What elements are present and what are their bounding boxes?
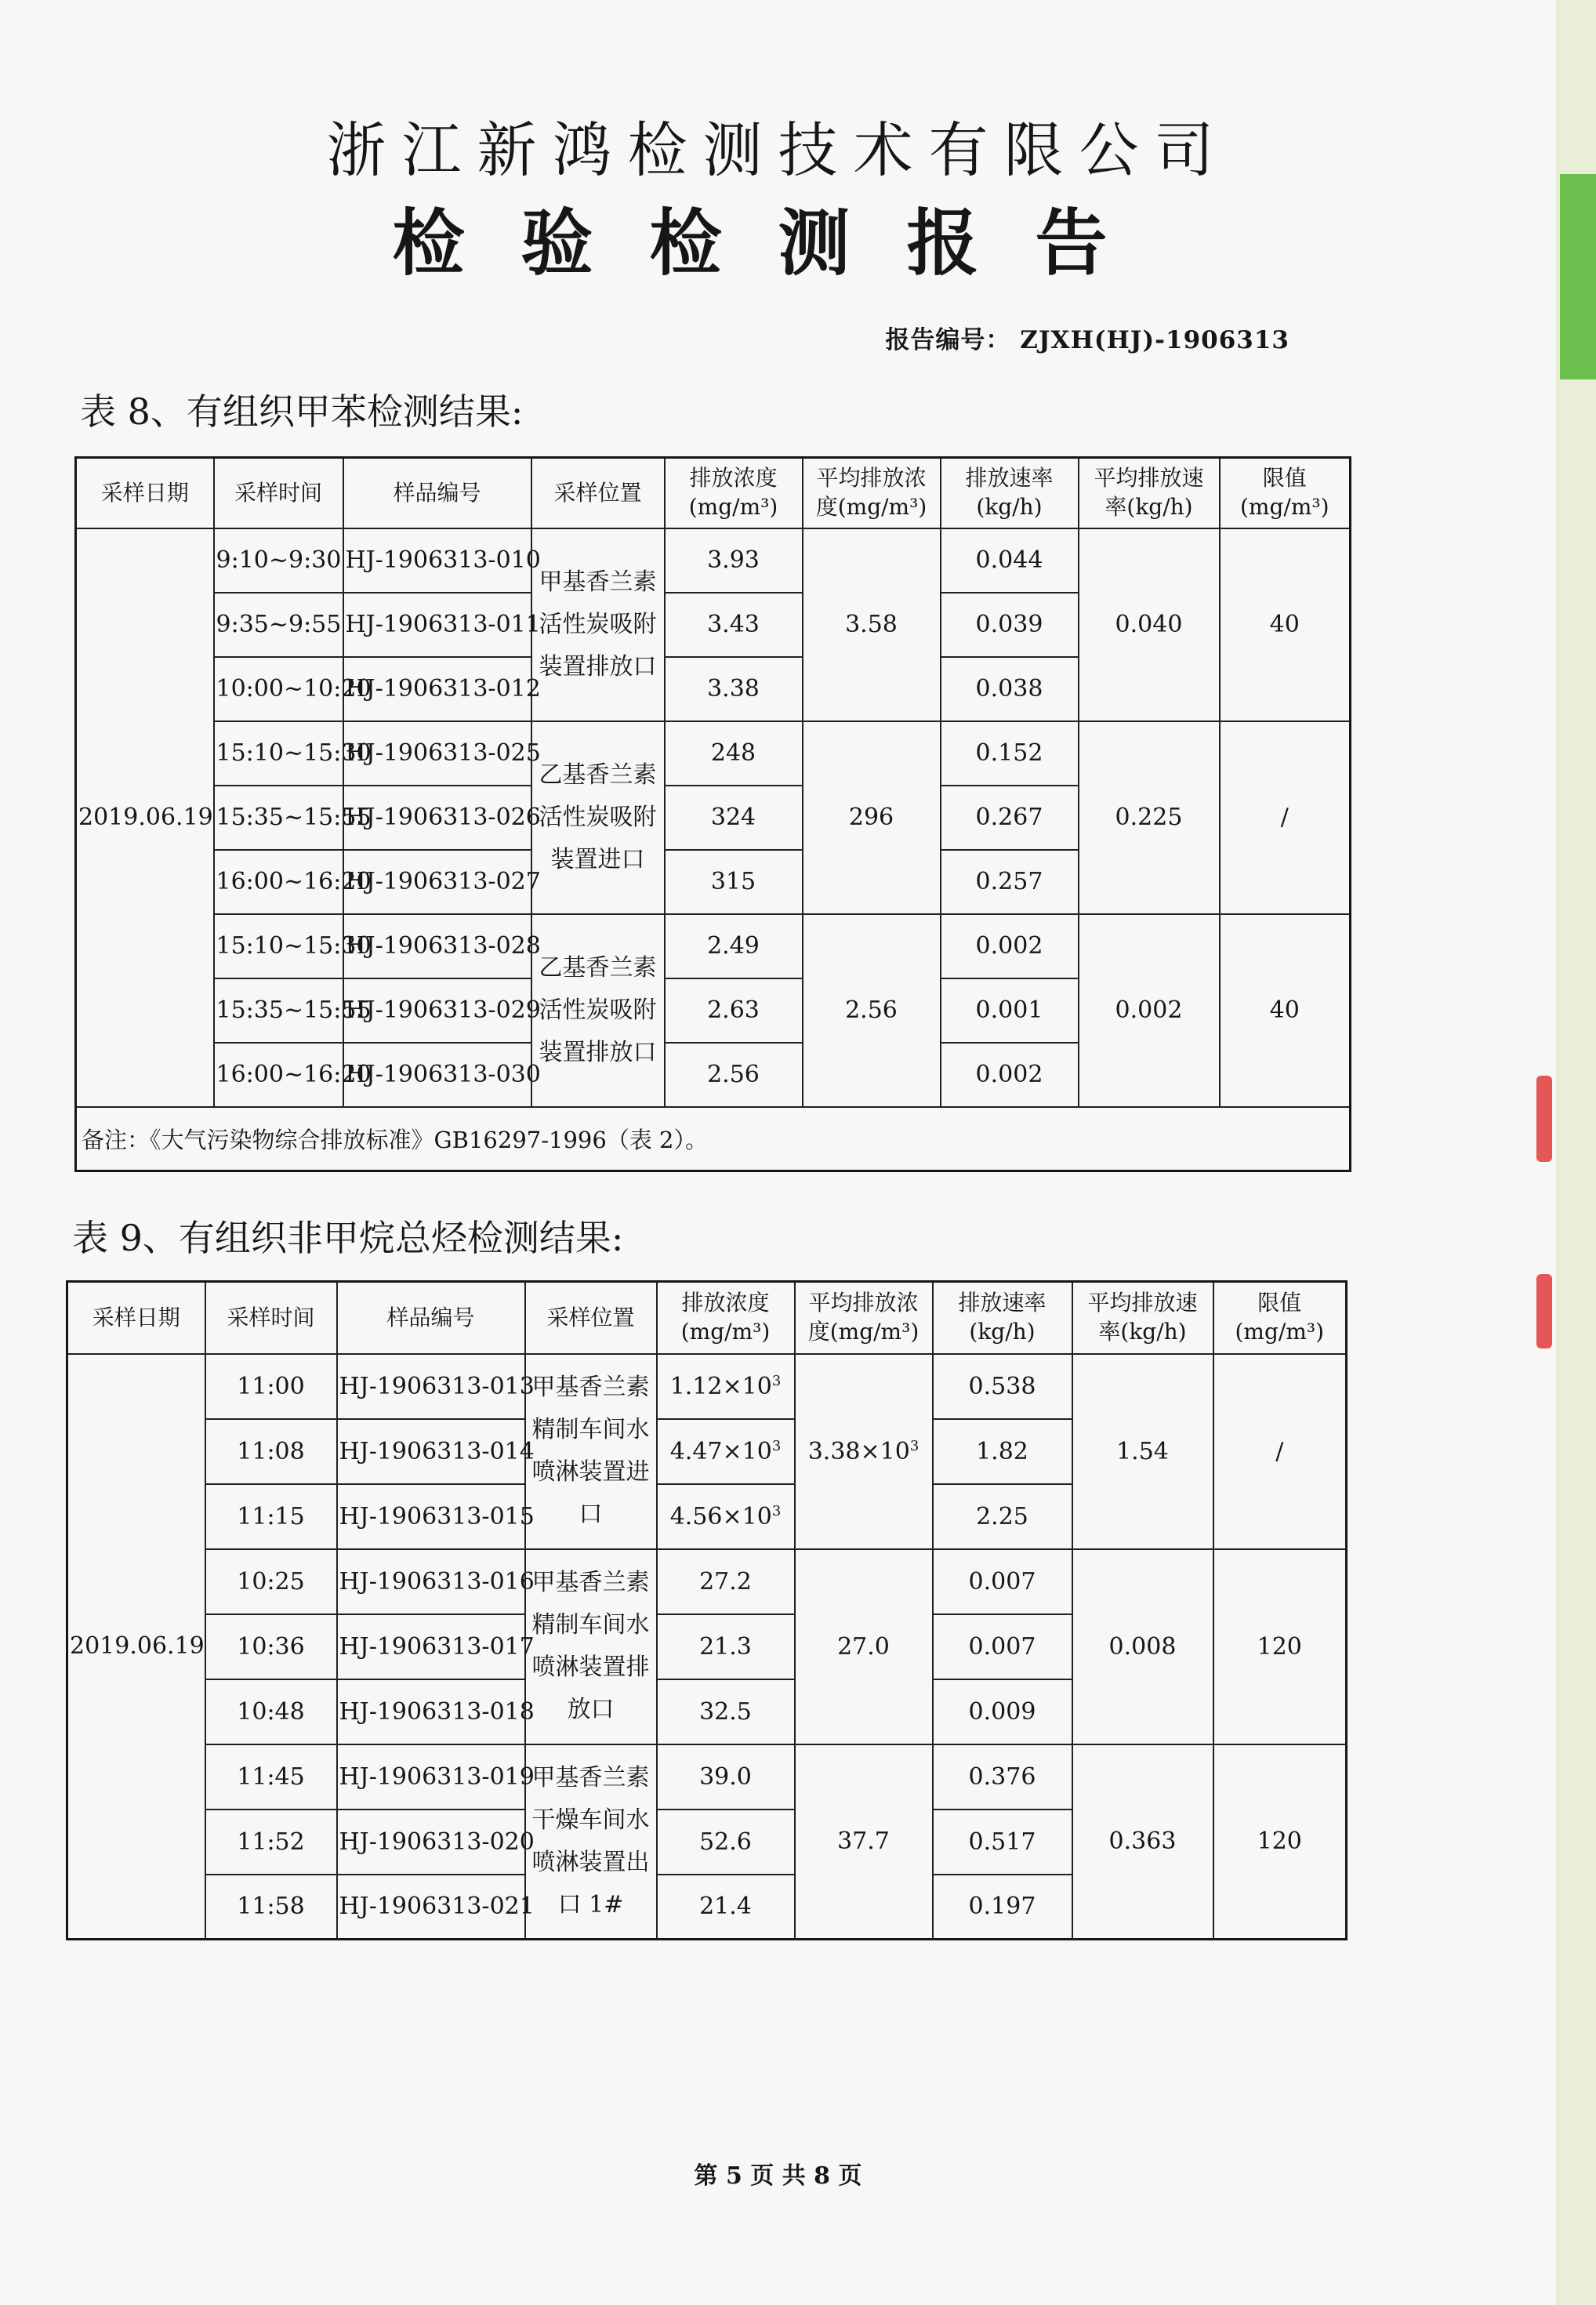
sample-id: HJ-1906313-030: [343, 1043, 531, 1107]
sample-id: HJ-1906313-016: [337, 1549, 525, 1614]
emission-rate: 0.038: [941, 657, 1079, 721]
emission-rate: 0.257: [941, 850, 1079, 914]
header-sample: 样品编号: [337, 1282, 525, 1354]
emission-rate: 0.002: [941, 914, 1079, 978]
sampling-time: 10:36: [205, 1614, 337, 1679]
header-location: 采样位置: [531, 458, 665, 528]
emission-conc: 315: [665, 850, 803, 914]
sample-id: HJ-1906313-021: [337, 1875, 525, 1940]
sample-id: HJ-1906313-017: [337, 1614, 525, 1679]
header-avg-rate: 平均排放速 率(kg/h): [1072, 1282, 1213, 1354]
emission-rate: 0.007: [933, 1549, 1072, 1614]
table9: [66, 1280, 1348, 1940]
emission-rate: 0.007: [933, 1614, 1072, 1679]
sample-id: HJ-1906313-028: [343, 914, 531, 978]
table-row: [67, 1549, 1347, 1614]
table8-note: 备注：《大气污染物综合排放标准》GB16297-1996（表 2）。: [76, 1107, 1351, 1171]
emission-conc: 32.5: [657, 1679, 795, 1744]
sampling-time: 9:10~9:30: [214, 528, 343, 593]
sampling-time: 16:00~16:20: [214, 850, 343, 914]
sample-id: HJ-1906313-015: [337, 1484, 525, 1549]
sampling-time: 11:00: [205, 1354, 337, 1419]
emission-conc: 2.49: [665, 914, 803, 978]
emission-rate: 0.197: [933, 1875, 1072, 1940]
emission-conc: 2.63: [665, 978, 803, 1043]
sampling-time: 11:08: [205, 1419, 337, 1484]
emission-conc: 39.0: [657, 1744, 795, 1810]
emission-conc: 3.43: [665, 593, 803, 657]
header-conc: 排放浓度 (mg/m³): [657, 1282, 795, 1354]
table-row: [67, 1354, 1347, 1419]
sample-id: HJ-1906313-019: [337, 1744, 525, 1810]
emission-conc: 21.4: [657, 1875, 795, 1940]
sampling-time: 15:35~15:55: [214, 786, 343, 850]
page-number: 第 5 页 共 8 页: [694, 2162, 862, 2190]
company-name: 浙江新鸿检测技术有限公司: [326, 115, 1230, 185]
emission-conc: $1.12\times 10^3$: [657, 1354, 795, 1419]
report-title: 检验检测报告: [392, 201, 1164, 285]
avg-rate: 0.363: [1072, 1744, 1213, 1940]
emission-rate: 0.044: [941, 528, 1079, 593]
sampling-location: 乙基香兰素活性炭吸附装置进口: [531, 721, 665, 914]
avg-conc: 2.56: [803, 914, 941, 1107]
avg-conc: 296: [803, 721, 941, 914]
header-limit: 限值(mg/m³): [1213, 1282, 1347, 1354]
emission-rate: 1.82: [933, 1419, 1072, 1484]
header-date: 采样日期: [76, 458, 214, 528]
emission-conc: $4.56\times 10^3$: [657, 1484, 795, 1549]
sampling-time: 10:48: [205, 1679, 337, 1744]
emission-rate: 0.002: [941, 1043, 1079, 1107]
sampling-location: 甲基香兰素活性炭吸附装置排放口: [531, 528, 665, 721]
emission-conc: 2.56: [665, 1043, 803, 1107]
limit-value: /: [1220, 721, 1351, 914]
header-time: 采样时间: [205, 1282, 337, 1354]
sampling-location: 甲基香兰素精制车间水喷淋装置进口: [525, 1354, 657, 1549]
limit-value: 120: [1213, 1744, 1347, 1940]
sampling-time: 11:15: [205, 1484, 337, 1549]
table-row: [67, 1744, 1347, 1810]
header-limit: 限值(mg/m³): [1220, 458, 1351, 528]
sample-id: HJ-1906313-011: [343, 593, 531, 657]
sampling-time: 11:45: [205, 1744, 337, 1810]
header-conc: 排放浓度 (mg/m³): [665, 458, 803, 528]
table8: [74, 456, 1351, 1172]
emission-conc: 3.38: [665, 657, 803, 721]
table8-caption: 表 8、有组织甲苯检测结果:: [80, 390, 524, 433]
avg-rate: 0.002: [1079, 914, 1220, 1107]
sampling-time: 15:35~15:55: [214, 978, 343, 1043]
emission-rate: 0.152: [941, 721, 1079, 786]
sampling-location: 乙基香兰素活性炭吸附装置排放口: [531, 914, 665, 1107]
emission-rate: 0.001: [941, 978, 1079, 1043]
report-number: 报告编号： ZJXH(HJ)-1906313: [885, 326, 1289, 354]
emission-conc: $4.47\times 10^3$: [657, 1419, 795, 1484]
sampling-time: 11:58: [205, 1875, 337, 1940]
table-row: [76, 721, 1351, 786]
emission-rate: 0.267: [941, 786, 1079, 850]
red-stamp-fragment: [1536, 1274, 1552, 1349]
sampling-time: 9:35~9:55: [214, 593, 343, 657]
sample-id: HJ-1906313-010: [343, 528, 531, 593]
limit-value: /: [1213, 1354, 1347, 1549]
sample-id: HJ-1906313-013: [337, 1354, 525, 1419]
avg-rate: 1.54: [1072, 1354, 1213, 1549]
emission-rate: 2.25: [933, 1484, 1072, 1549]
header-date: 采样日期: [67, 1282, 205, 1354]
table-row: [76, 528, 1351, 593]
avg-conc: 37.7: [795, 1744, 933, 1940]
emission-conc: 324: [665, 786, 803, 850]
sample-id: HJ-1906313-029: [343, 978, 531, 1043]
emission-conc: 52.6: [657, 1810, 795, 1875]
avg-rate: 0.225: [1079, 721, 1220, 914]
avg-conc: $3.38\times 10^3$: [795, 1354, 933, 1549]
header-location: 采样位置: [525, 1282, 657, 1354]
limit-value: 40: [1220, 528, 1351, 721]
table9-caption: 表 9、有组织非甲烷总烃检测结果:: [72, 1217, 624, 1259]
emission-conc: 21.3: [657, 1614, 795, 1679]
sampling-time: 10:00~10:20: [214, 657, 343, 721]
sampling-time: 15:10~15:30: [214, 914, 343, 978]
emission-rate: 0.376: [933, 1744, 1072, 1810]
emission-rate: 0.517: [933, 1810, 1072, 1875]
sample-id: HJ-1906313-014: [337, 1419, 525, 1484]
sample-id: HJ-1906313-018: [337, 1679, 525, 1744]
header-avg-conc: 平均排放浓 度(mg/m³): [803, 458, 941, 528]
sample-id: HJ-1906313-020: [337, 1810, 525, 1875]
sampling-location: 甲基香兰素干燥车间水喷淋装置出口 1#: [525, 1744, 657, 1940]
header-time: 采样时间: [214, 458, 343, 528]
emission-conc: 248: [665, 721, 803, 786]
avg-rate: 0.008: [1072, 1549, 1213, 1744]
sample-id: HJ-1906313-027: [343, 850, 531, 914]
sampling-time: 10:25: [205, 1549, 337, 1614]
header-sample: 样品编号: [343, 458, 531, 528]
sample-id: HJ-1906313-025: [343, 721, 531, 786]
sampling-time: 11:52: [205, 1810, 337, 1875]
red-stamp-fragment: [1536, 1076, 1552, 1162]
emission-rate: 0.039: [941, 593, 1079, 657]
sampling-date: 2019.06.19: [67, 1354, 205, 1940]
header-rate: 排放速率 (kg/h): [933, 1282, 1072, 1354]
sampling-location: 甲基香兰素精制车间水喷淋装置排放口: [525, 1549, 657, 1744]
limit-value: 120: [1213, 1549, 1347, 1744]
sample-id: HJ-1906313-012: [343, 657, 531, 721]
sample-id: HJ-1906313-026: [343, 786, 531, 850]
sampling-date: 2019.06.19: [76, 528, 214, 1107]
green-tab-marker: [1560, 174, 1596, 379]
sampling-time: 16:00~16:20: [214, 1043, 343, 1107]
header-avg-rate: 平均排放速 率(kg/h): [1079, 458, 1220, 528]
table8-header-row: [76, 458, 1351, 528]
table9-header-row: [67, 1282, 1347, 1354]
header-rate: 排放速率 (kg/h): [941, 458, 1079, 528]
sampling-time: 15:10~15:30: [214, 721, 343, 786]
limit-value: 40: [1220, 914, 1351, 1107]
emission-conc: 3.93: [665, 528, 803, 593]
emission-rate: 0.538: [933, 1354, 1072, 1419]
table8-note-row: [76, 1107, 1351, 1171]
avg-conc: 3.58: [803, 528, 941, 721]
avg-rate: 0.040: [1079, 528, 1220, 721]
emission-rate: 0.009: [933, 1679, 1072, 1744]
header-avg-conc: 平均排放浓 度(mg/m³): [795, 1282, 933, 1354]
table-row: [76, 914, 1351, 978]
emission-conc: 27.2: [657, 1549, 795, 1614]
avg-conc: 27.0: [795, 1549, 933, 1744]
